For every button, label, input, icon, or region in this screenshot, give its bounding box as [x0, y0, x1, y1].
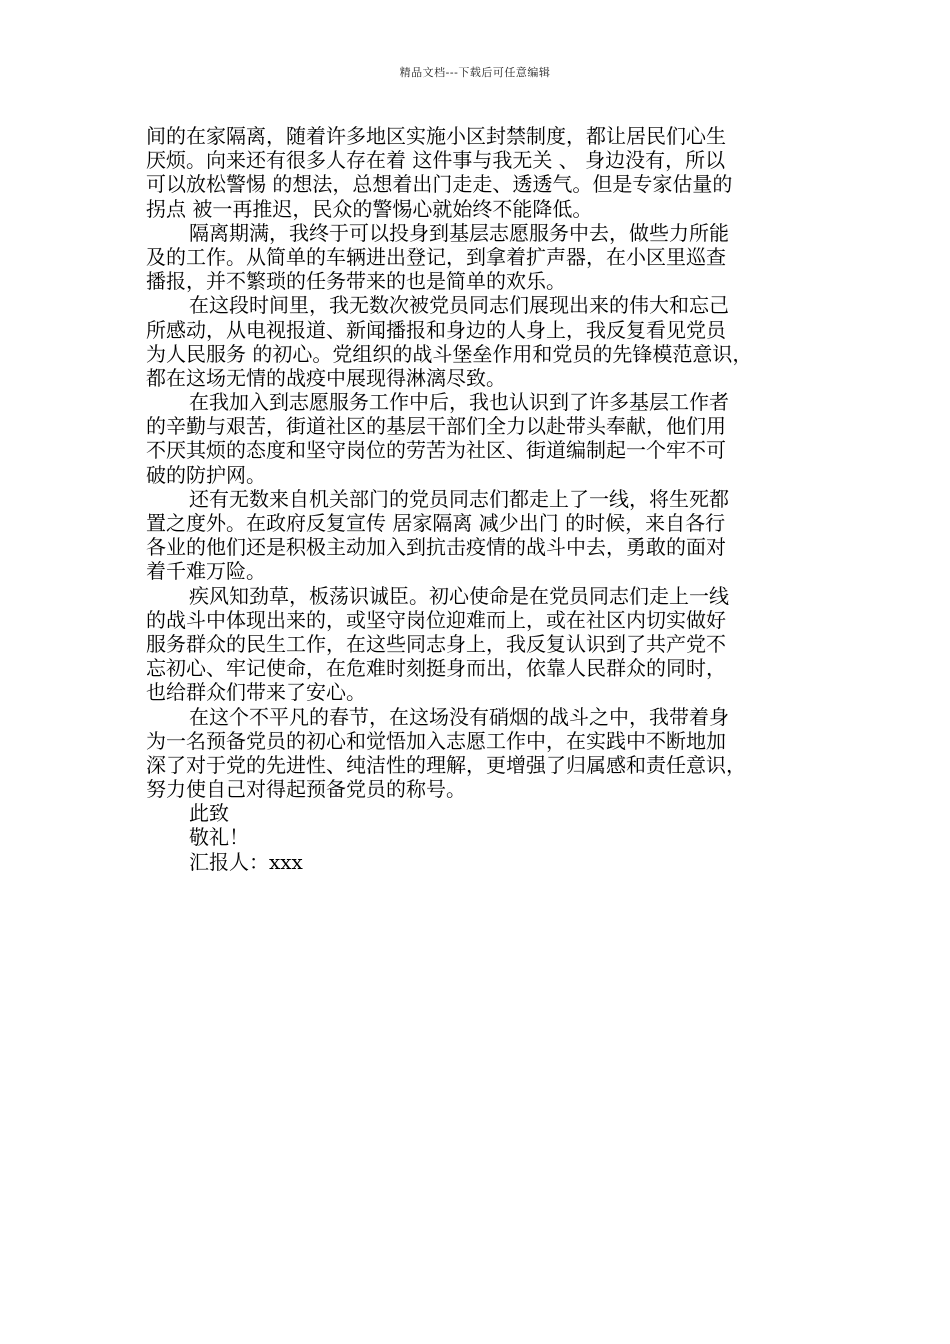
text-line: 在我加入到志愿服务工作中后，我也认识到了许多基层工作者 [189, 390, 729, 415]
text-line: 破的防护网。 [146, 462, 266, 487]
text-line: 敬礼！ [189, 825, 249, 850]
text-line: 努力使自己对得起预备党员的称号。 [146, 777, 466, 802]
text-line: 各业的他们还是积极主动加入到抗击疫情的战斗中去，勇敢的面对 [146, 535, 726, 560]
text-line: 及的工作。从简单的车辆进出登记，到拿着扩声器，在小区里巡查 [146, 244, 726, 269]
text-line: 也给群众们带来了安心。 [146, 680, 366, 705]
text-line: 服务群众的民生工作，在这些同志身上，我反复认识到了共产党不 [146, 631, 726, 656]
text-line: 汇报人：xxx [189, 849, 303, 874]
text-line: 深了对于党的先进性、纯洁性的理解，更增强了归属感和责任意识， [146, 752, 746, 777]
text-line: 播报，并不繁琐的任务带来的也是简单的欢乐。 [146, 269, 566, 294]
text-line: 都在这场无情的战疫中展现得淋漓尽致。 [146, 365, 506, 390]
text-line: 所感动，从电视报道、新闻播报和身边的人身上，我反复看见党员 [146, 317, 726, 342]
text-line: 可以放松警惕 的想法，总想着出门走走、透透气。但是专家估量的 [146, 172, 733, 197]
text-line: 隔离期满，我终于可以投身到基层志愿服务中去，做些力所能 [189, 220, 729, 245]
text-line: 为人民服务 的初心。党组织的战斗堡垒作用和党员的先锋模范意识， [146, 341, 753, 366]
text-line: 在这个不平凡的春节，在这场没有硝烟的战斗之中，我带着身 [189, 704, 729, 729]
text-line: 疾风知劲草，板荡识诚臣。初心使命是在党员同志们走上一线 [189, 583, 729, 608]
text-line: 拐点 被一再推迟，民众的警惕心就始终不能降低。 [146, 196, 593, 221]
page-header: 精品文档---下载后可任意编辑 [399, 66, 551, 79]
text-line: 为一名预备党员的初心和觉悟加入志愿工作中，在实践中不断地加 [146, 728, 726, 753]
text-line: 的辛勤与艰苦，街道社区的基层干部们全力以赴带头奉献，他们用 [146, 414, 726, 439]
text-line: 忘初心、牢记使命，在危难时刻挺身而出，依靠人民群众的同时， [146, 656, 726, 681]
text-line: 还有无数来自机关部门的党员同志们都走上了一线，将生死都 [189, 486, 729, 511]
text-line: 在这段时间里，我无数次被党员同志们展现出来的伟大和忘己 [189, 293, 729, 318]
text-line: 着千难万险。 [146, 559, 266, 584]
text-line: 不厌其烦的态度和坚守岗位的劳苦为社区、街道编制起一个牢不可 [146, 438, 726, 463]
text-line: 此致 [189, 801, 229, 826]
document-body [146, 124, 836, 874]
text-line: 厌烦。向来还有很多人存在着 这件事与我无关 、 身边没有，所以 [146, 148, 726, 173]
text-line: 置之度外。在政府反复宣传 居家隔离 减少出门 的时候，来自各行 [146, 511, 726, 535]
text-line: 间的在家隔离，随着许多地区实施小区封禁制度，都让居民们心生 [146, 124, 726, 148]
text-line: 的战斗中体现出来的，或坚守岗位迎难而上，或在社区内切实做好 [146, 607, 726, 632]
